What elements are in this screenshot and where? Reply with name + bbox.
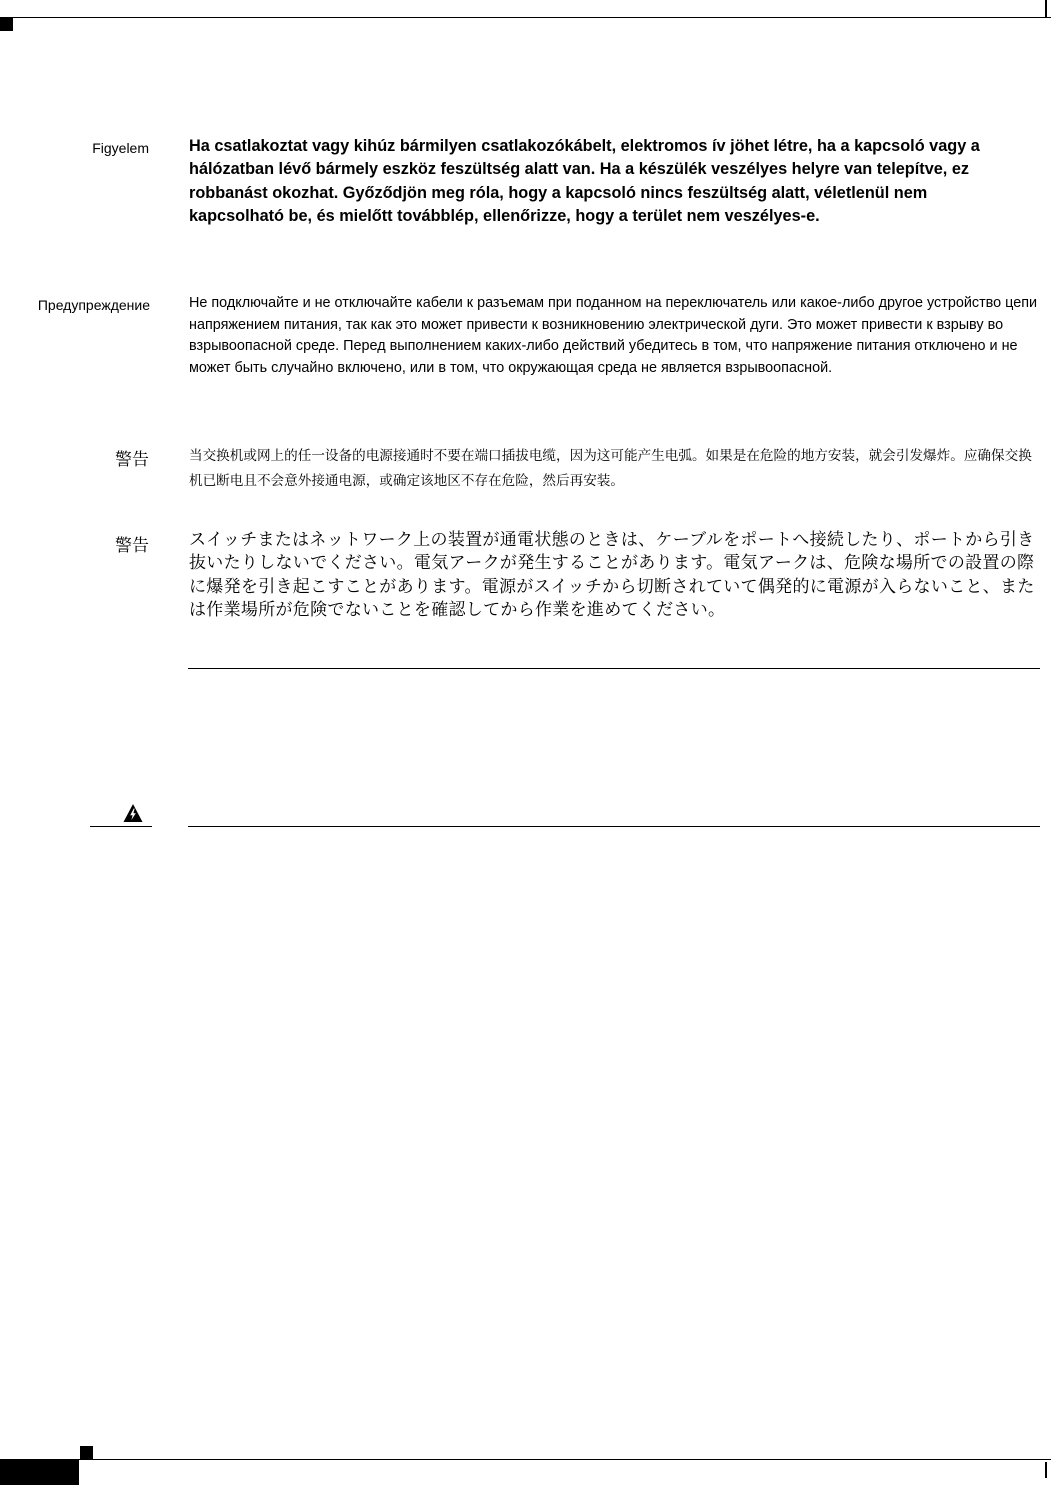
warning-label-russian: Предупреждение [37,297,150,313]
warning-label-japanese: 警告 [115,536,149,555]
warning-label-hungarian: Figyelem [92,140,149,156]
warning-text-japanese: スイッチまたはネットワーク上の装置が通電状態のときは、ケーブルをポートへ接続したり、ポートから引き抜いたりしないでください。電気アークが発生することがあります。電気アークは、危険な場所での設置の際に爆発を引き起こすことがあります。電源がスイッチから切断されていて偶発的に電源が入らないこと、または作業場所が危険でないことを確認してから作業を進めてください。 [189,530,1035,620]
section-end-rule [188,668,1040,669]
warning-text-chinese: 当交换机或网上的任一设备的电源接通时不要在端口插拔电缆，因为这可能产生电弧。如果是在危险的地方安装，就会引发爆炸。应确保交换机已断电且不会意外接通电源，或确定该地区不存在危险，然后再安装。 [189,448,1032,488]
footer-page-tab [0,1460,79,1485]
warning-text-russian: Не подключайте и не отключайте кабели к разъемам при поданном на переключатель или какое-либо другое устройство цепи напряжением питания, так как это может привести к возникновению электрической дуги. Это может привести к взрыву во взрывоопасной среде. Перед выполнением каких-либо действий убедитесь в том, что напряжение питания отключено и не может быть случайно включено, или в том, что окружающая среда не является взрывоопасной. [189,295,1038,376]
icon-underline [90,826,152,827]
warning-text-hungarian: Ha csatlakoztat vagy kihúz bármilyen csatlakozókábelt, elektromos ív jöhet létre, ha a kapcsoló vagy a hálózatban lévő bármely eszköz feszültség alatt van. Ha a készülék veszélyes helyre van telepítve, ez robbanást okozhat. Győződjön meg róla, hogy a kapcsoló nincs feszültség alatt, véletlenül nem kapcsolható be, és mielőtt továbblép, ellenőrizze, hogy a terület nem veszélyes-e. [189,137,980,226]
footer-rule-tick [1045,1462,1047,1478]
header-marker [0,18,13,31]
header-rule [0,17,1051,18]
section-start-rule [188,826,1040,827]
header-rule-tick [1045,0,1047,18]
footer-marker [80,1446,93,1459]
warning-lightning-triangle-icon [123,803,143,823]
footer-rule [0,1459,1051,1460]
next-warning-marker [90,803,152,827]
warning-label-chinese: 警告 [115,450,149,469]
